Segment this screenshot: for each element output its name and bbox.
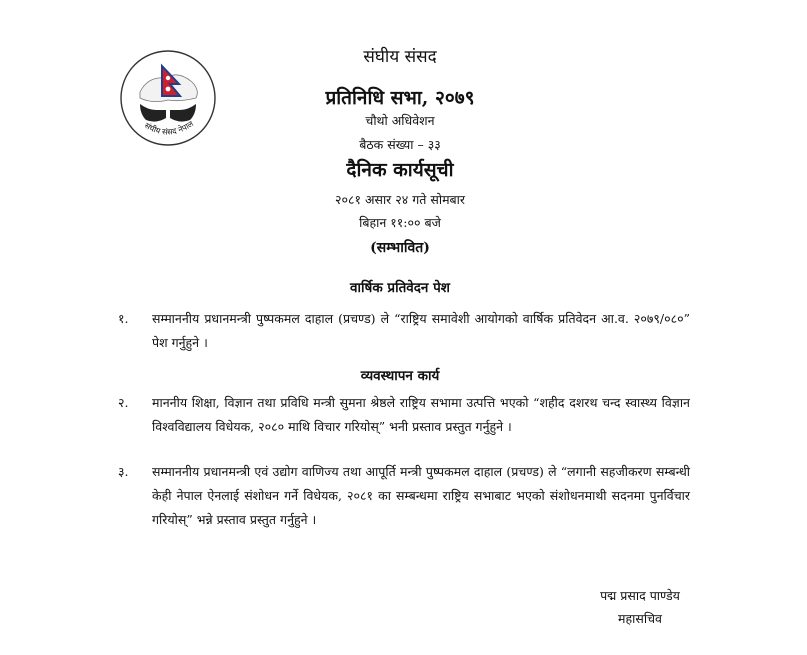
agenda-title: दैनिक कार्यसूची [346,159,454,181]
section-heading-annual-report: वार्षिक प्रतिवेदन पेश [350,280,450,296]
session-label: चौथो अधिवेशन [365,113,435,128]
agenda-item-text: माननीय शिक्षा, विज्ञान तथा प्रविधि मन्त्री सुमना श्रेष्ठले राष्ट्रिय सभामा उत्पत्ति भएको “शहीद दशरथ चन्द स्वास्थ्य विज्ञान विश्वविद्यालय विधेयक, २०८० माथि विचार गरियोस्” भनी प्रस्ताव प्रस्तुत गर्नुहुने । [152,395,690,434]
agenda-item-text: सम्माननीय प्रधानमन्त्री पुष्पकमल दाहाल (प्रचण्ड) ले “राष्ट्रिय समावेशी आयोगको वार्षिक प्रतिवेदन आ.व. २०७९/०८०” पेश गर्नुहुने । [152,311,690,350]
flag-moon-icon [166,76,170,80]
agenda-date: २०८१ असार २४ गते सोमबार [334,192,466,207]
left-hand-icon [140,104,166,122]
flag-sun-icon [166,87,171,92]
signatory-name: पद्म प्रसाद पाण्डेय [600,588,680,603]
agenda-item-number: १. [118,311,129,326]
parliament-name: संघीय संसद [363,47,437,67]
emblem-caption-text: संघीय संसद नेपाल [143,119,196,137]
nepal-flag-icon [162,66,180,96]
house-title: प्रतिनिधि सभा, २०७९ [325,87,475,109]
tentative-label: (सम्भावित) [370,240,430,256]
agenda-item-text: सम्माननीय प्रधानमन्त्री एवं उद्योग वाणिज्य तथा आपूर्ति मन्त्री पुष्पकमल दाहाल (प्रचण्ड) ले “लगानी सहजीकरण सम्बन्धी केही नेपाल ऐनलाई संशोधन गर्ने विधेयक, २०८१ का सम्बन्धमा राष्ट्रिय सभाबाट भएको संशोधनमाथी सदनमा पुनर्विचार गरियोस्” भन्ने प्रस्ताव प्रस्तुत गर्नुहुने । [152,464,690,527]
agenda-item-number: ३. [118,464,129,479]
meeting-number: बैठक संख्या – ३३ [359,137,441,152]
section-heading-legislation: व्यवस्थापन कार्य [360,368,440,384]
signatory-title: महासचिव [618,611,662,626]
agenda-time: बिहान ११:०० बजे [359,215,441,230]
right-hand-icon [170,104,196,122]
agenda-item-number: २. [118,395,129,410]
